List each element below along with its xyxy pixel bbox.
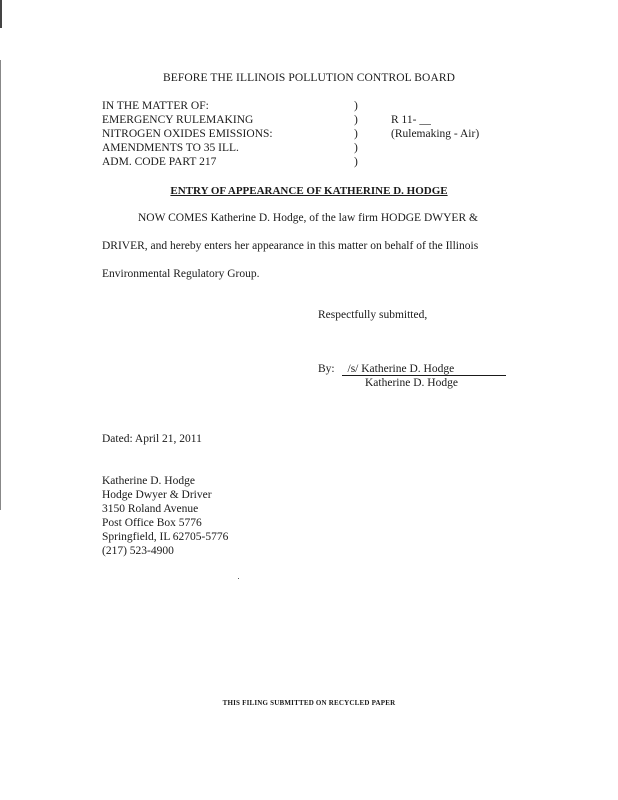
- caption-paren: ): [354, 128, 358, 140]
- signed-name: /s/ Katherine D. Hodge: [347, 363, 455, 375]
- scan-speck: [238, 578, 239, 579]
- scan-edge-line: [0, 60, 1, 510]
- scan-edge-mark: [0, 0, 2, 28]
- docket-type: (Rulemaking - Air): [391, 128, 480, 140]
- closing-text: Respectfully submitted,: [318, 309, 428, 321]
- caption-line: IN THE MATTER OF:: [102, 100, 209, 112]
- printed-name: Katherine D. Hodge: [365, 377, 458, 389]
- caption-paren: ): [354, 100, 358, 112]
- caption-paren: ): [354, 114, 358, 126]
- caption-paren: ): [354, 156, 358, 168]
- signature-underline: [342, 363, 506, 376]
- board-title: BEFORE THE ILLINOIS POLLUTION CONTROL BOARD: [162, 72, 456, 84]
- by-label: By:: [318, 363, 335, 375]
- recycled-paper-note: THIS FILING SUBMITTED ON RECYCLED PAPER: [222, 699, 396, 707]
- body-line: Environmental Regulatory Group.: [102, 268, 260, 280]
- caption-line: EMERGENCY RULEMAKING: [102, 114, 254, 126]
- document-heading: ENTRY OF APPEARANCE OF KATHERINE D. HODGE: [170, 185, 448, 197]
- address-line: 3150 Roland Avenue: [102, 503, 199, 515]
- address-line: Springfield, IL 62705-5776: [102, 531, 229, 543]
- docket-number: R 11- __: [391, 114, 431, 126]
- body-line: NOW COMES Katherine D. Hodge, of the law firm HODGE DWYER &: [138, 212, 478, 224]
- address-line: Post Office Box 5776: [102, 517, 202, 529]
- address-line: Hodge Dwyer & Driver: [102, 489, 212, 501]
- address-line: (217) 523-4900: [102, 545, 174, 557]
- caption-line: NITROGEN OXIDES EMISSIONS:: [102, 128, 273, 140]
- signature-line: [318, 363, 506, 376]
- body-line: DRIVER, and hereby enters her appearance in this matter on behalf of the Illinois: [102, 240, 479, 252]
- caption-paren: ): [354, 142, 358, 154]
- dated-line: Dated: April 21, 2011: [102, 433, 202, 445]
- caption-line: AMENDMENTS TO 35 ILL.: [102, 142, 239, 154]
- address-line: Katherine D. Hodge: [102, 475, 195, 487]
- caption-line: ADM. CODE PART 217: [102, 156, 217, 168]
